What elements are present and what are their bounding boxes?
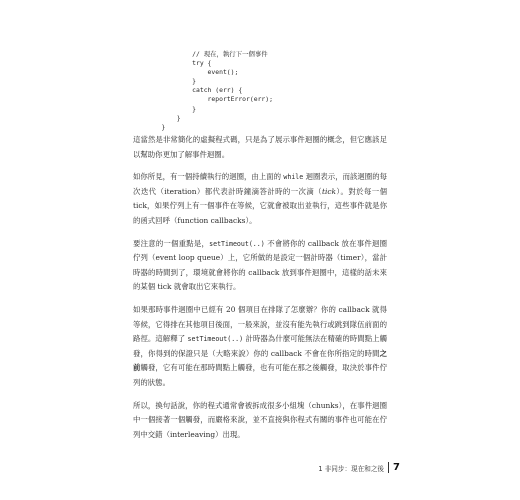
- footer-divider: [388, 462, 389, 473]
- code-line: event();: [146, 68, 239, 77]
- paragraph-text: 觸發，它有可能在那時間點上觸發，也有可能在那之後觸發，取決於事件佇列的狀態。: [133, 363, 387, 387]
- paragraph-text: 這當然是非常簡化的虛擬程式碼，只是為了展示事件迴圈的概念，但它應該足以幫助你更加了解事件迴圈。: [133, 135, 387, 159]
- code-line: // 現在，執行下一個事件: [146, 50, 268, 58]
- code-line: reportError(err);: [146, 95, 273, 104]
- paragraph-1: [133, 133, 387, 162]
- code-block: [146, 50, 273, 132]
- paragraph-3: [133, 237, 387, 295]
- paragraph-text: 不會將你的 callback 放在事件迴圈佇列（event loop queue）上，它所做的是設定一個計時器（timer），當計時器的時間到了，環境就會將你的 callback 放到事件迴圈中，這樣的話未來的某個 tick 就會取出它來執行。: [133, 238, 387, 292]
- paragraph-4: [133, 303, 387, 391]
- code-line: }: [146, 77, 197, 86]
- page-footer: [318, 462, 400, 473]
- code-line: }: [146, 122, 166, 131]
- paragraph-5: [133, 399, 387, 443]
- paragraph-text: 計時器為什麼可能無法在精確的時間點上觸發，你得到的保證只是（大略來說）你的 callback 不會在你所指定的時間: [133, 334, 387, 358]
- paragraph-text: ）。對於每一個 tick，如果佇列上有一個事件在等候，它就會被取出並執行，這些事件就是你的函式回呼（function callbacks）。: [133, 186, 387, 225]
- code-line: catch (err) {: [146, 86, 243, 95]
- code-line: }: [146, 104, 197, 113]
- paragraph-text: 如你所見，有一個持續執行的迴圈，由上面的: [133, 172, 284, 182]
- chapter-title: 1 非同步：現在和之後: [318, 464, 385, 473]
- paragraph-2: [133, 170, 387, 228]
- inline-code: setTimeout(..): [187, 335, 244, 344]
- code-line: }: [146, 113, 181, 122]
- inline-code: while: [283, 173, 304, 182]
- page-number: 7: [393, 462, 400, 473]
- paragraph-text: 迴圈表示，而該迴圈的每次迭代（iteration）都代表計時鐘滴答計時的一次滴（: [133, 172, 387, 196]
- emphasis-text: tick: [322, 186, 336, 196]
- paragraph-text: 要注意的一個重點是，: [133, 238, 210, 248]
- bold-text: 之前: [133, 348, 387, 373]
- code-line: try {: [146, 59, 212, 68]
- paragraph-text: 如果那時事件迴圈中已經有 20 個項目在排隊了怎麼辦？你的 callback 就得等候，它得排在其他項目後面，一般來說，並沒有能先執行或跳到隊伍前面的路徑。這解釋了: [133, 304, 387, 344]
- paragraph-text: 所以，換句話說，你的程式通常會被拆成很多小組塊（chunks），在事件迴圈中一個接著一個觸發，而嚴格來說，並不直接與你程式有關的事件也可能在佇列中交錯（interleaving）出現。: [133, 400, 387, 439]
- inline-code: setTimeout(..): [209, 239, 265, 248]
- body-text: [133, 133, 387, 450]
